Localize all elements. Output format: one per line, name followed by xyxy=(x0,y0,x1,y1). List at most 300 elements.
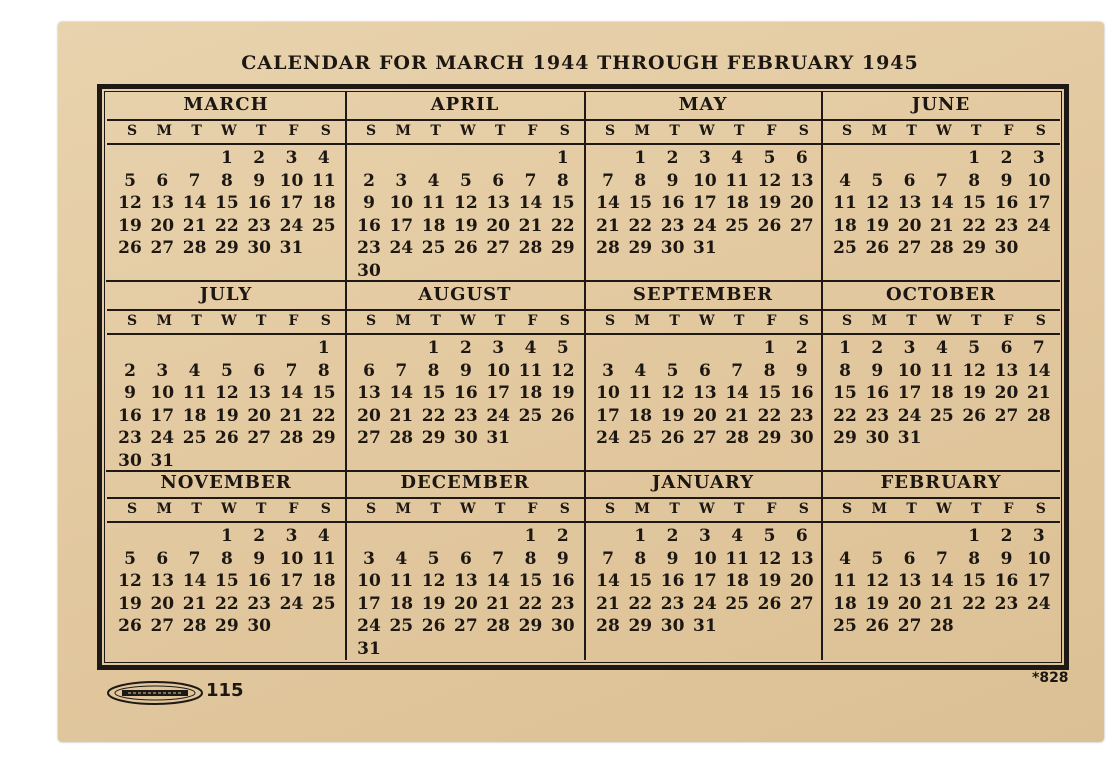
column-divider xyxy=(584,92,586,660)
day-number: 17 xyxy=(150,405,175,426)
weekday-header: S xyxy=(798,123,809,139)
weekday-header: S xyxy=(126,501,138,517)
weekday-header-row xyxy=(107,497,345,523)
day-number: 28 xyxy=(930,616,954,636)
weekday-header: T xyxy=(970,501,982,517)
day-number: 7 xyxy=(188,170,201,191)
day-number: 28 xyxy=(486,616,511,636)
day-number: 6 xyxy=(795,526,808,546)
day-number: 9 xyxy=(363,193,375,213)
day-number: 22 xyxy=(311,405,336,426)
day-number: 10 xyxy=(389,193,414,213)
day-number: 30 xyxy=(357,260,381,281)
day-number: 24 xyxy=(1026,593,1051,614)
day-number: 17 xyxy=(1026,193,1051,213)
day-number: 25 xyxy=(833,238,857,258)
day-number: 20 xyxy=(897,593,922,614)
day-number: 14 xyxy=(486,571,511,591)
day-number: 9 xyxy=(795,360,808,381)
day-number: 29 xyxy=(628,238,653,258)
day-number: 23 xyxy=(118,428,142,448)
day-number: 24 xyxy=(486,405,511,426)
day-number: 28 xyxy=(279,428,304,448)
weekday-header: T xyxy=(430,123,441,139)
day-number: 18 xyxy=(725,571,750,591)
month-name: FEBRUARY xyxy=(880,472,1002,493)
day-number: 24 xyxy=(389,238,414,258)
day-number: 29 xyxy=(518,616,543,636)
day-number: 29 xyxy=(215,238,239,258)
day-number: 23 xyxy=(994,593,1019,614)
weekday-header: S xyxy=(798,501,809,517)
day-number: 14 xyxy=(518,193,543,213)
day-number: 25 xyxy=(421,238,446,258)
day-number: 4 xyxy=(634,360,647,381)
day-number: 19 xyxy=(215,405,239,426)
day-number: 1 xyxy=(839,338,851,358)
day-number: 29 xyxy=(421,428,446,448)
day-number: 6 xyxy=(698,360,711,381)
day-number: 20 xyxy=(150,215,175,236)
day-number: 27 xyxy=(789,593,814,614)
day-number: 26 xyxy=(550,405,575,426)
day-number: 4 xyxy=(395,548,408,569)
month-name: AUGUST xyxy=(418,284,512,305)
day-number: 25 xyxy=(311,215,336,236)
weekday-header: T xyxy=(733,313,745,329)
day-number: 1 xyxy=(524,526,537,546)
day-number: 27 xyxy=(357,428,381,448)
weekday-header: M xyxy=(395,313,412,329)
day-number: 2 xyxy=(124,360,136,381)
day-number: 11 xyxy=(518,360,543,381)
month-name: OCTOBER xyxy=(886,284,996,305)
weekday-header: F xyxy=(766,313,777,329)
day-number: 15 xyxy=(962,571,987,591)
day-number: 14 xyxy=(596,571,620,591)
row-divider xyxy=(106,470,1060,472)
day-number: 21 xyxy=(596,593,620,614)
day-number: 13 xyxy=(789,548,814,569)
day-number: 15 xyxy=(550,193,575,213)
day-number: 10 xyxy=(486,360,511,381)
weekday-header: F xyxy=(288,501,299,517)
day-number: 4 xyxy=(839,170,851,191)
day-number: 21 xyxy=(596,215,620,236)
day-number: 18 xyxy=(628,405,653,426)
day-number: 22 xyxy=(215,593,239,614)
day-number: 27 xyxy=(789,215,814,236)
weekday-header: T xyxy=(669,123,680,139)
day-number: 21 xyxy=(279,405,304,426)
day-number: 25 xyxy=(930,405,954,426)
day-number: 16 xyxy=(357,215,381,236)
day-number: 22 xyxy=(421,405,446,426)
day-number: 29 xyxy=(962,238,987,258)
weekday-header: S xyxy=(1035,123,1046,139)
day-number: 15 xyxy=(215,193,239,213)
day-number: 10 xyxy=(693,170,717,191)
day-number: 15 xyxy=(628,571,653,591)
weekday-header-row xyxy=(346,119,584,145)
day-number: 4 xyxy=(731,148,744,168)
day-number: 23 xyxy=(660,593,685,614)
day-number: 26 xyxy=(118,238,142,258)
day-number: 19 xyxy=(660,405,685,426)
day-number: 22 xyxy=(518,593,543,614)
day-number: 3 xyxy=(363,548,375,569)
weekday-header: T xyxy=(191,123,202,139)
day-number: 5 xyxy=(763,148,776,168)
day-number: 26 xyxy=(757,215,782,236)
day-number: 23 xyxy=(660,215,685,236)
day-number: 24 xyxy=(357,616,381,636)
day-number: 4 xyxy=(731,526,744,546)
weekday-header: T xyxy=(255,501,267,517)
day-number: 14 xyxy=(182,193,207,213)
day-number: 18 xyxy=(182,405,207,426)
day-number: 25 xyxy=(518,405,543,426)
day-number: 13 xyxy=(897,193,922,213)
month-february xyxy=(822,470,1060,660)
weekday-header: W xyxy=(460,313,476,329)
day-number: 30 xyxy=(247,238,272,258)
day-number: 11 xyxy=(421,193,446,213)
day-number: 31 xyxy=(279,238,304,258)
weekday-header: S xyxy=(365,501,377,517)
day-number: 6 xyxy=(156,548,169,569)
day-number: 4 xyxy=(524,338,537,358)
weekday-header: W xyxy=(460,123,476,139)
day-number: 2 xyxy=(556,526,569,546)
day-number: 6 xyxy=(492,170,505,191)
day-number: 30 xyxy=(247,616,272,636)
weekday-header: F xyxy=(1003,123,1014,139)
day-number: 31 xyxy=(897,428,922,448)
day-number: 21 xyxy=(930,215,954,236)
day-number: 25 xyxy=(725,593,750,614)
day-number: 24 xyxy=(693,593,717,614)
day-number: 11 xyxy=(389,571,414,591)
day-number: 3 xyxy=(395,170,408,191)
day-number: 26 xyxy=(454,238,478,258)
day-number: 19 xyxy=(550,383,575,403)
day-number: 2 xyxy=(363,170,375,191)
day-number: 23 xyxy=(357,238,381,258)
month-name: JUNE xyxy=(911,94,971,115)
day-number: 9 xyxy=(253,548,266,569)
day-number: 8 xyxy=(634,548,647,569)
day-number: 9 xyxy=(666,170,679,191)
day-number: 25 xyxy=(725,215,750,236)
day-number: 19 xyxy=(865,593,890,614)
day-number: 28 xyxy=(182,238,207,258)
weekday-header: S xyxy=(604,313,616,329)
day-number: 18 xyxy=(725,193,750,213)
day-number: 8 xyxy=(556,170,569,191)
day-number: 3 xyxy=(602,360,614,381)
weekday-header: M xyxy=(634,501,651,517)
day-number: 30 xyxy=(550,616,575,636)
day-number: 5 xyxy=(871,548,884,569)
weekday-header: W xyxy=(936,313,952,329)
day-number: 16 xyxy=(865,383,890,403)
day-number: 20 xyxy=(357,405,381,426)
day-number: 15 xyxy=(962,193,987,213)
day-number: 5 xyxy=(556,338,569,358)
day-number: 27 xyxy=(486,238,511,258)
day-number: 7 xyxy=(395,360,408,381)
day-number: 21 xyxy=(1026,383,1051,403)
day-number: 31 xyxy=(693,238,717,258)
day-number: 21 xyxy=(518,215,543,236)
day-number: 7 xyxy=(731,360,744,381)
weekday-header: S xyxy=(1035,313,1046,329)
day-number: 25 xyxy=(311,593,336,614)
day-number: 28 xyxy=(596,616,620,636)
month-january xyxy=(585,470,821,660)
day-number: 20 xyxy=(486,215,511,236)
day-number: 25 xyxy=(182,428,207,448)
day-number: 8 xyxy=(839,360,851,381)
month-november xyxy=(107,470,345,660)
day-number: 11 xyxy=(725,548,750,569)
day-number: 16 xyxy=(454,383,478,403)
day-number: 24 xyxy=(1026,215,1051,236)
weekday-header: T xyxy=(906,123,917,139)
day-number: 18 xyxy=(833,215,857,236)
day-number: 17 xyxy=(486,383,511,403)
weekday-header: F xyxy=(766,501,777,517)
weekday-header: F xyxy=(288,123,299,139)
day-number: 16 xyxy=(118,405,142,426)
day-number: 10 xyxy=(596,383,620,403)
day-number: 29 xyxy=(757,428,782,448)
day-number: 12 xyxy=(962,360,987,381)
day-number: 31 xyxy=(150,450,175,471)
weekday-header: S xyxy=(559,123,570,139)
day-number: 22 xyxy=(550,215,575,236)
day-number: 6 xyxy=(1000,338,1013,358)
day-number: 22 xyxy=(962,593,987,614)
day-number: 30 xyxy=(789,428,814,448)
weekday-header: M xyxy=(156,123,173,139)
day-number: 14 xyxy=(279,383,304,403)
month-name: SEPTEMBER xyxy=(632,284,774,305)
day-number: 30 xyxy=(660,616,685,636)
day-number: 11 xyxy=(833,193,857,213)
day-number: 27 xyxy=(150,238,175,258)
day-number: 19 xyxy=(118,593,142,614)
day-number: 13 xyxy=(994,360,1019,381)
month-march xyxy=(107,92,345,280)
day-number: 26 xyxy=(865,616,890,636)
day-number: 23 xyxy=(789,405,814,426)
day-number: 20 xyxy=(247,405,272,426)
day-number: 18 xyxy=(930,383,954,403)
weekday-header: T xyxy=(669,313,680,329)
day-number: 10 xyxy=(1026,548,1051,569)
day-number: 19 xyxy=(757,193,782,213)
day-number: 13 xyxy=(789,170,814,191)
weekday-header: W xyxy=(699,313,715,329)
day-number: 11 xyxy=(182,383,207,403)
day-number: 12 xyxy=(215,383,239,403)
weekday-header: M xyxy=(871,123,888,139)
weekday-header: M xyxy=(871,313,888,329)
day-number: 18 xyxy=(518,383,543,403)
day-number: 24 xyxy=(150,428,175,448)
day-number: 7 xyxy=(602,548,614,569)
weekday-header: S xyxy=(559,313,570,329)
day-number: 28 xyxy=(518,238,543,258)
day-number: 1 xyxy=(556,148,569,168)
month-june xyxy=(822,92,1060,280)
month-december xyxy=(346,470,584,660)
day-number: 13 xyxy=(357,383,381,403)
day-number: 27 xyxy=(897,616,922,636)
day-number: 27 xyxy=(454,616,478,636)
weekday-header: T xyxy=(191,501,202,517)
month-name: MARCH xyxy=(183,94,269,115)
day-number: 7 xyxy=(1032,338,1045,358)
day-number: 10 xyxy=(279,548,304,569)
day-number: 21 xyxy=(930,593,954,614)
day-number: 13 xyxy=(150,193,175,213)
day-number: 1 xyxy=(634,526,647,546)
day-number: 19 xyxy=(962,383,987,403)
weekday-header: M xyxy=(156,501,173,517)
day-number: 26 xyxy=(215,428,239,448)
day-number: 29 xyxy=(550,238,575,258)
page-number: 115 xyxy=(206,680,244,701)
weekday-header: M xyxy=(634,123,651,139)
day-number: 2 xyxy=(253,148,266,168)
weekday-header: T xyxy=(255,313,267,329)
day-number: 13 xyxy=(150,571,175,591)
day-number: 17 xyxy=(389,215,414,236)
day-number: 14 xyxy=(596,193,620,213)
weekday-header: T xyxy=(906,501,917,517)
weekday-header: S xyxy=(841,123,853,139)
day-number: 21 xyxy=(182,593,207,614)
day-number: 10 xyxy=(150,383,175,403)
day-number: 25 xyxy=(389,616,414,636)
day-number: 22 xyxy=(962,215,987,236)
day-number: 17 xyxy=(596,405,620,426)
day-number: 16 xyxy=(789,383,814,403)
day-number: 17 xyxy=(279,571,304,591)
day-number: 7 xyxy=(935,170,948,191)
weekday-header: S xyxy=(365,123,377,139)
weekday-header: W xyxy=(221,313,237,329)
day-number: 6 xyxy=(903,548,916,569)
day-number: 3 xyxy=(698,148,711,168)
day-number: 2 xyxy=(795,338,808,358)
weekday-header-row xyxy=(346,497,584,523)
day-number: 11 xyxy=(628,383,653,403)
day-number: 2 xyxy=(459,338,472,358)
weekday-header: F xyxy=(527,313,538,329)
weekday-header: T xyxy=(494,313,506,329)
day-number: 18 xyxy=(311,193,336,213)
day-number: 2 xyxy=(871,338,884,358)
day-number: 4 xyxy=(317,148,330,168)
day-number: 22 xyxy=(215,215,239,236)
weekday-header: F xyxy=(288,313,299,329)
day-number: 17 xyxy=(1026,571,1051,591)
day-number: 30 xyxy=(660,238,685,258)
month-april xyxy=(346,92,584,280)
day-number: 17 xyxy=(693,571,717,591)
day-number: 10 xyxy=(897,360,922,381)
day-number: 8 xyxy=(524,548,537,569)
day-number: 4 xyxy=(935,338,948,358)
day-number: 16 xyxy=(660,193,685,213)
day-number: 5 xyxy=(459,170,472,191)
day-number: 8 xyxy=(968,548,981,569)
day-number: 28 xyxy=(1026,405,1051,426)
day-number: 13 xyxy=(454,571,478,591)
month-name: NOVEMBER xyxy=(160,472,292,493)
day-number: 9 xyxy=(124,383,136,403)
day-number: 11 xyxy=(725,170,750,191)
day-number: 19 xyxy=(454,215,478,236)
month-september xyxy=(585,282,821,468)
day-number: 24 xyxy=(279,215,304,236)
day-number: 8 xyxy=(634,170,647,191)
day-number: 5 xyxy=(220,360,233,381)
day-number: 12 xyxy=(660,383,685,403)
day-number: 29 xyxy=(628,616,653,636)
weekday-header: S xyxy=(604,501,616,517)
day-number: 21 xyxy=(182,215,207,236)
day-number: 3 xyxy=(285,148,298,168)
weekday-header: T xyxy=(494,123,506,139)
day-number: 11 xyxy=(311,170,336,191)
day-number: 17 xyxy=(897,383,922,403)
weekday-header: F xyxy=(527,123,538,139)
day-number: 28 xyxy=(182,616,207,636)
weekday-header: S xyxy=(320,501,331,517)
weekday-header-row xyxy=(822,497,1060,523)
day-number: 3 xyxy=(1032,148,1045,168)
day-number: 30 xyxy=(118,450,142,471)
day-number: 5 xyxy=(666,360,679,381)
day-number: 16 xyxy=(247,571,272,591)
day-number: 22 xyxy=(628,593,653,614)
day-number: 12 xyxy=(550,360,575,381)
day-number: 5 xyxy=(124,548,136,569)
day-number: 1 xyxy=(968,148,981,168)
column-divider xyxy=(821,92,823,660)
day-number: 8 xyxy=(763,360,776,381)
day-number: 29 xyxy=(833,428,857,448)
weekday-header: W xyxy=(699,501,715,517)
day-number: 10 xyxy=(1026,170,1051,191)
day-number: 15 xyxy=(757,383,782,403)
weekday-header: F xyxy=(1003,313,1014,329)
day-number: 31 xyxy=(357,638,381,659)
month-name: DECEMBER xyxy=(400,472,530,493)
day-number: 3 xyxy=(903,338,916,358)
day-number: 27 xyxy=(693,428,717,448)
weekday-header-row xyxy=(822,119,1060,145)
weekday-header-row xyxy=(585,309,821,335)
day-number: 12 xyxy=(757,170,782,191)
weekday-header: F xyxy=(1003,501,1014,517)
day-number: 12 xyxy=(421,571,446,591)
